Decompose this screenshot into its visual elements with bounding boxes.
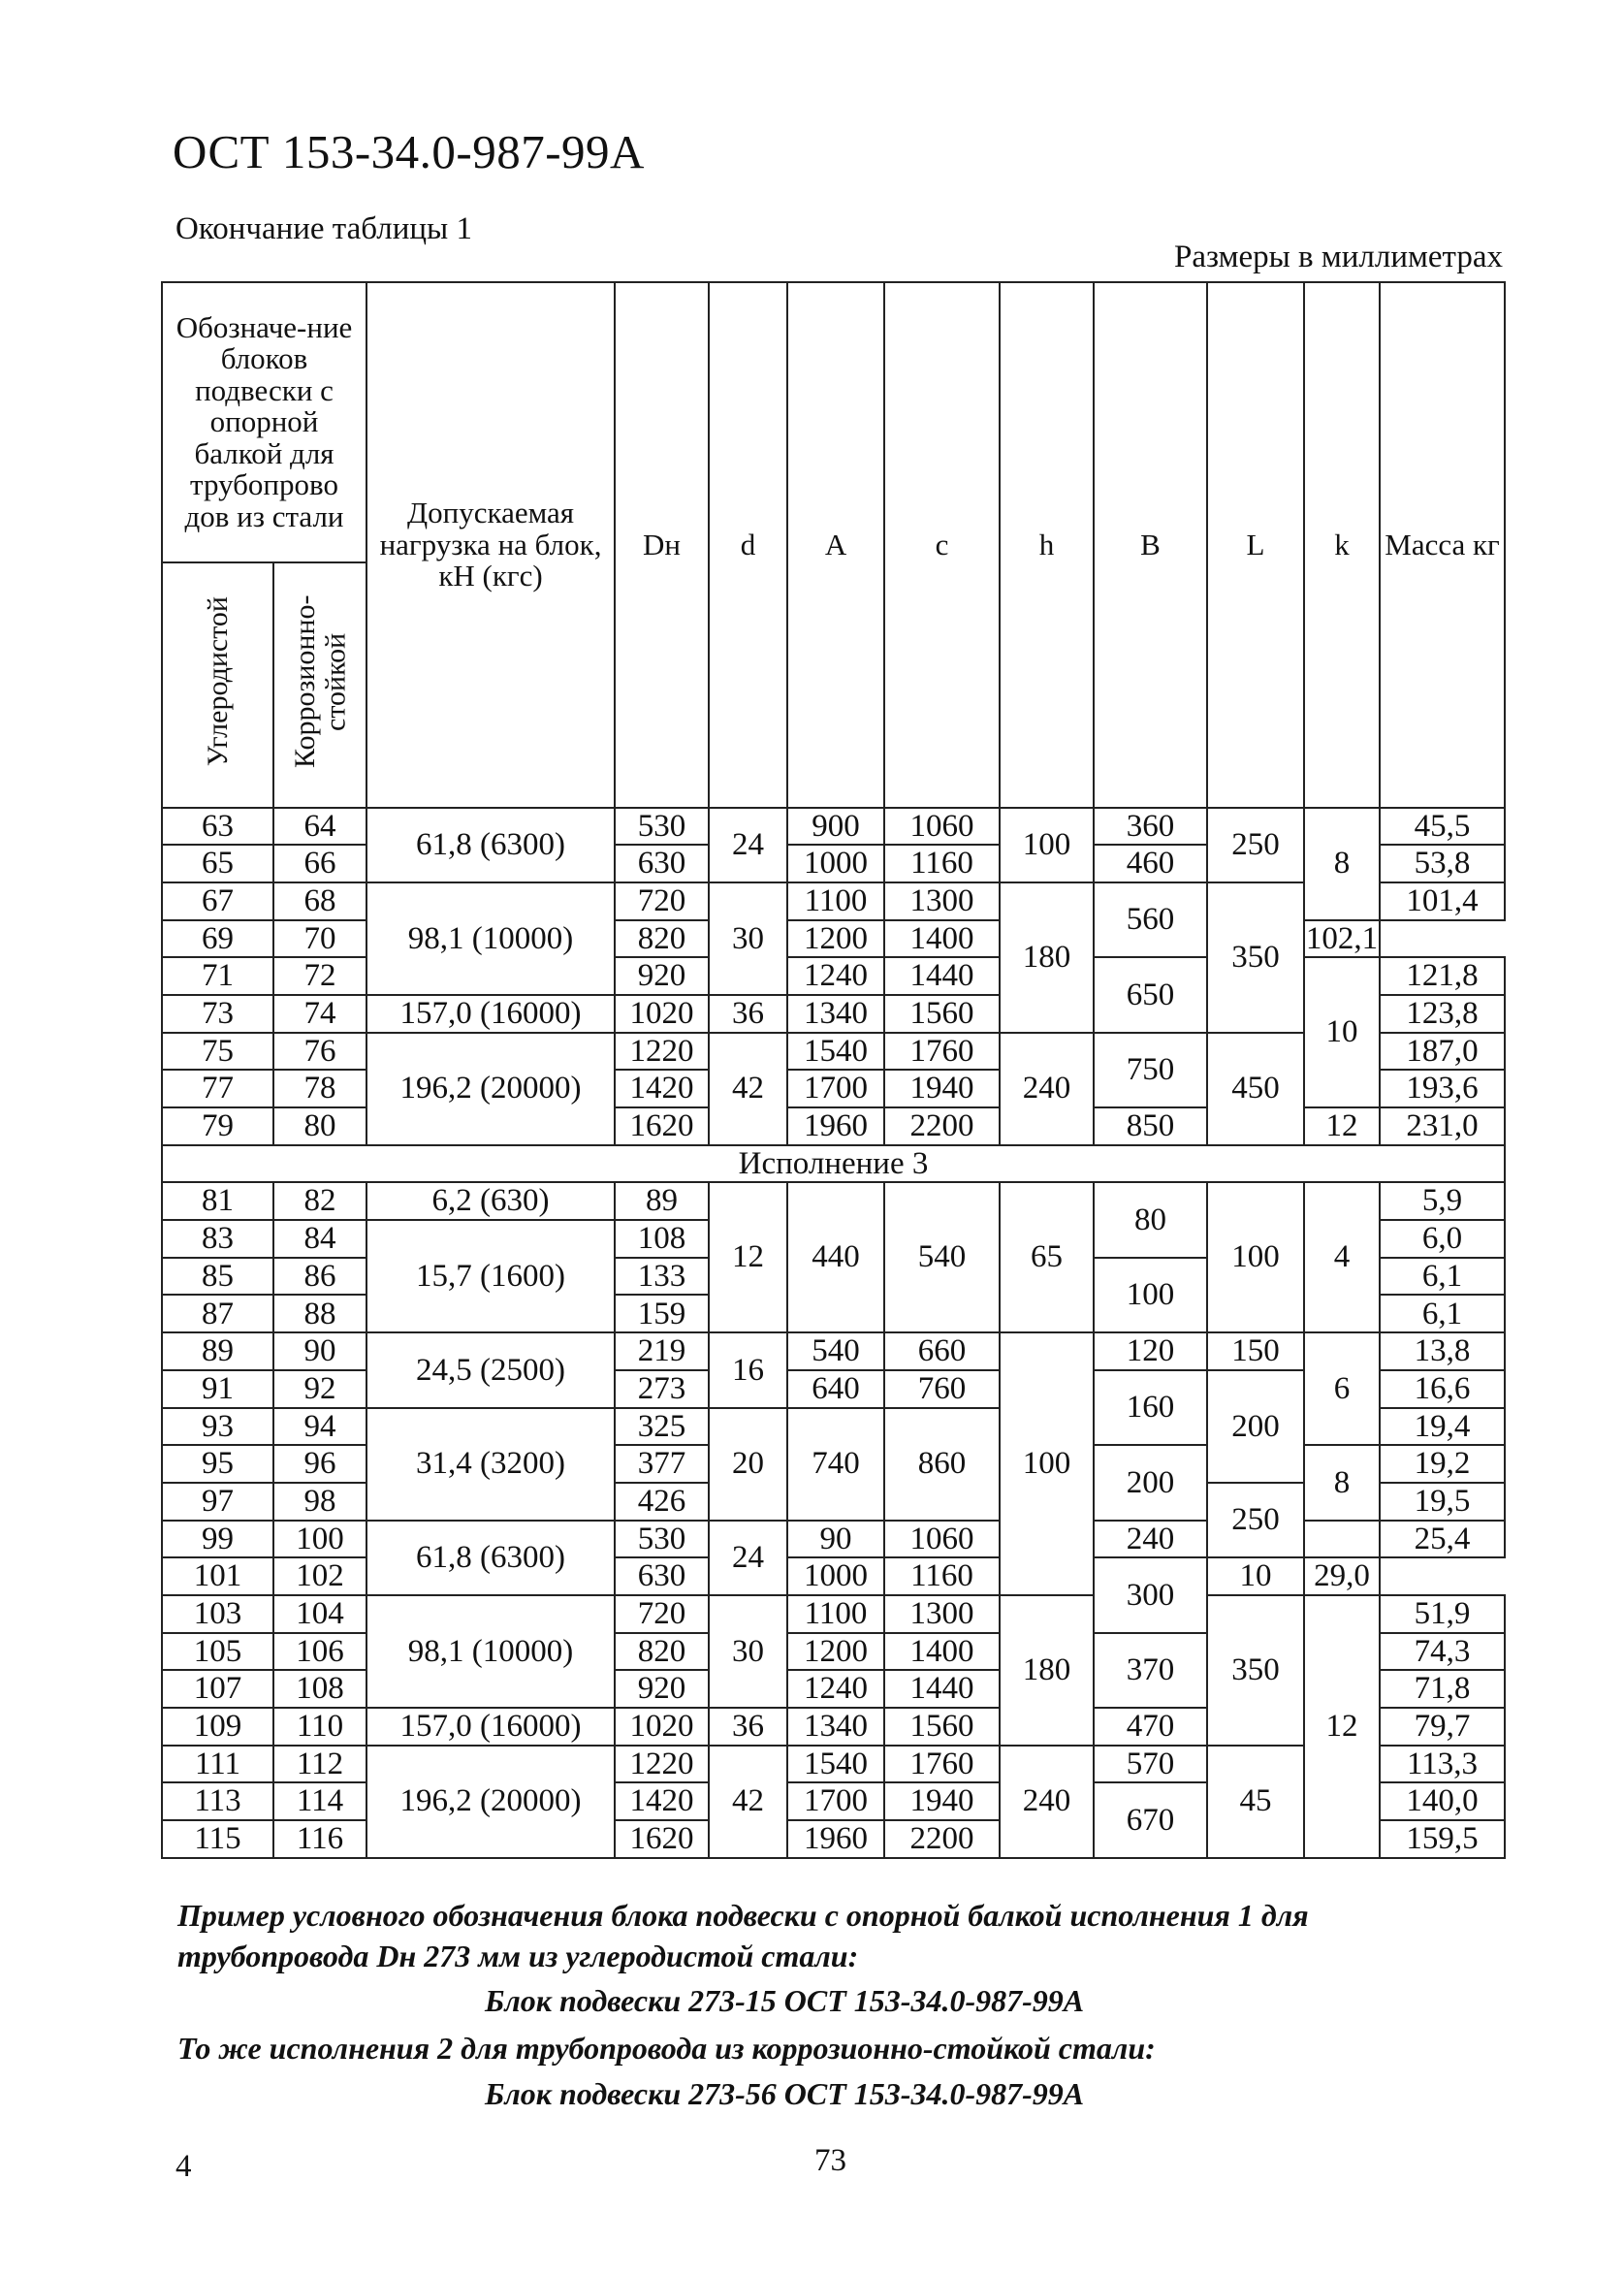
cell-stainless: 104 [273,1595,366,1633]
cell-stainless: 102 [273,1557,366,1595]
cell-h: 100 [1000,808,1094,882]
cell-mass: 102,1 [1305,920,1379,956]
cell-dn: 219 [615,1332,709,1370]
cell-load: 196,2 (20000) [366,1033,615,1145]
cell-b: 80 [1094,1182,1207,1257]
cell-c: 1060 [884,808,1000,846]
cell-stainless: 116 [273,1820,366,1858]
cell-stainless: 112 [273,1746,366,1783]
cell-dn: 1620 [615,1820,709,1858]
cell-c: 1300 [884,882,1000,920]
header-l: L [1207,282,1304,808]
cell-c: 1760 [884,1746,1000,1783]
cell-a: 1100 [787,882,884,920]
cell-load: 24,5 (2500) [366,1332,615,1407]
cell-dn: 273 [615,1370,709,1408]
cell-c: 1160 [884,1557,1000,1595]
cell-c: 1940 [884,1070,1000,1107]
cell-carbon: 63 [162,808,273,846]
cell-k: 12 [1304,1107,1380,1145]
cell-c: 1560 [884,995,1000,1033]
cell-b: 670 [1094,1782,1207,1857]
cell-load: 157,0 (16000) [366,995,615,1033]
page-number: 73 [814,2143,846,2178]
cell-b: 470 [1094,1708,1207,1746]
cell-a: 1540 [787,1033,884,1071]
cell-carbon: 109 [162,1708,273,1746]
cell-stainless: 94 [273,1408,366,1446]
cell-k: 10 [1207,1557,1304,1595]
cell-a: 1200 [787,920,884,958]
cell-mass: 16,6 [1380,1370,1505,1408]
table-row [162,1370,1505,1408]
cell-d: 30 [709,882,787,995]
cell-stainless: 68 [273,882,366,920]
cell-mass: 25,4 [1380,1521,1505,1558]
cell-b: 650 [1094,957,1207,1032]
cell-a: 1240 [787,957,884,995]
cell-b: 200 [1094,1445,1207,1520]
cell-l: 350 [1207,1595,1304,1746]
cell-mass: 13,8 [1380,1332,1505,1370]
cell-a: 1540 [787,1746,884,1783]
cell-d: 42 [709,1746,787,1858]
table-row [162,808,1505,846]
cell-load: 98,1 (10000) [366,1595,615,1708]
table-row [162,882,1505,920]
cell-a: 1100 [787,1595,884,1633]
cell-stainless: 86 [273,1258,366,1296]
header-designation: Обозначе-ние блоков подвески с опорной балкой для трубопрово дов из стали [162,282,366,562]
table-row [162,1746,1505,1783]
cell-dn: 108 [615,1220,709,1258]
cell-a: 90 [787,1521,884,1558]
cell-a: 1700 [787,1070,884,1107]
cell-load: 157,0 (16000) [366,1708,615,1746]
cell-c: 1400 [884,1633,1000,1671]
cell-mass: 121,8 [1380,957,1505,995]
cell-l: 100 [1207,1182,1304,1332]
cell-load: 98,1 (10000) [366,882,615,995]
cell-mass: 53,8 [1380,845,1505,882]
cell-carbon: 105 [162,1633,273,1671]
cell-a: 740 [787,1408,884,1521]
cell-dn: 720 [615,1595,709,1633]
cell-carbon: 103 [162,1595,273,1633]
cell-h: 100 [1000,1332,1094,1595]
cell-k: 6 [1304,1332,1380,1445]
cell-c: 2200 [884,1107,1000,1145]
cell-d: 16 [709,1332,787,1407]
cell-b: 120 [1094,1332,1207,1370]
cell-load: 6,2 (630) [366,1182,615,1220]
cell-b: 160 [1094,1370,1207,1445]
cell-l: 450 [1207,1033,1304,1145]
cell-carbon: 65 [162,845,273,882]
table-row [162,957,1505,995]
cell-b: 300 [1094,1557,1207,1632]
cell-dn: 1420 [615,1782,709,1820]
cell-carbon: 75 [162,1033,273,1071]
cell-c: 660 [884,1332,1000,1370]
units-note: Размеры в миллиметрах [1174,240,1503,274]
cell-stainless: 66 [273,845,366,882]
cell-dn: 630 [615,1557,709,1595]
cell-a: 440 [787,1182,884,1332]
cell-load: 61,8 (6300) [366,1521,615,1595]
cell-stainless: 88 [273,1295,366,1332]
cell-d: 42 [709,1033,787,1145]
cell-stainless: 106 [273,1633,366,1671]
cell-c: 1560 [884,1708,1000,1746]
header-a: A [787,282,884,808]
cell-b: 360 [1094,808,1207,846]
cell-h: 180 [1000,882,1094,1033]
cell-l: 350 [1207,882,1304,1033]
cell-carbon: 87 [162,1295,273,1332]
cell-carbon: 107 [162,1670,273,1708]
cell-dn: 377 [615,1445,709,1483]
cell-l: 250 [1207,1483,1304,1557]
cell-d: 12 [709,1182,787,1332]
header-k: k [1304,282,1380,808]
cell-carbon: 99 [162,1521,273,1558]
cell-carbon: 93 [162,1408,273,1446]
cell-mass: 6,1 [1380,1295,1505,1332]
cell-carbon: 101 [162,1557,273,1595]
cell-stainless: 76 [273,1033,366,1071]
header-h: h [1000,282,1094,808]
example-1-designation: Блок подвески 273-15 ОСТ 153-34.0-987-99А [485,1983,1085,2018]
cell-c: 1760 [884,1033,1000,1071]
cell-carbon: 67 [162,882,273,920]
cell-mass: 19,4 [1380,1408,1505,1446]
cell-a: 900 [787,808,884,846]
example-2-text: То же исполнения 2 для трубопровода из коррозионно-стойкой стали: [177,2031,1156,2066]
example-1-text-continued: трубопровода Dн 273 мм из углеродистой стали: [177,1939,859,1973]
cell-stainless: 72 [273,957,366,995]
table-body [162,808,1505,1858]
cell-mass: 45,5 [1380,808,1505,846]
document-code: ОСТ 153-34.0-987-99А [173,125,645,178]
cell-d: 30 [709,1595,787,1708]
cell-dn: 720 [615,882,709,920]
header-c: c [884,282,1000,808]
cell-stainless: 74 [273,995,366,1033]
header-stainless-label: Коррозионно-стойкой [288,594,351,769]
cell-carbon: 113 [162,1782,273,1820]
table-row [162,1595,1505,1633]
cell-c: 760 [884,1370,1000,1408]
cell-stainless: 108 [273,1670,366,1708]
cell-stainless: 92 [273,1370,366,1408]
cell-h: 180 [1000,1595,1094,1746]
cell-b: 570 [1094,1746,1207,1783]
cell-carbon: 71 [162,957,273,995]
cell-k [1304,1521,1380,1558]
table-header [162,282,1505,808]
cell-load: 196,2 (20000) [366,1746,615,1858]
cell-k: 12 [1304,1595,1380,1858]
cell-mass: 140,0 [1380,1782,1505,1820]
cell-b: 100 [1094,1258,1207,1332]
cell-carbon: 77 [162,1070,273,1107]
cell-mass: 101,4 [1380,882,1505,920]
cell-carbon: 79 [162,1107,273,1145]
cell-mass: 19,5 [1380,1483,1505,1521]
cell-mass: 29,0 [1304,1557,1380,1595]
cell-mass: 79,7 [1380,1708,1505,1746]
cell-l: 45 [1207,1746,1304,1858]
cell-load: 15,7 (1600) [366,1220,615,1332]
cell-c: 1160 [884,845,1000,882]
cell-a: 1340 [787,1708,884,1746]
cell-k: 10 [1304,957,1380,1107]
header-d: d [709,282,787,808]
cell-dn: 1020 [615,995,709,1033]
cell-carbon: 81 [162,1182,273,1220]
cell-h: 240 [1000,1033,1094,1145]
cell-mass: 159,5 [1380,1820,1505,1858]
cell-c: 1940 [884,1782,1000,1820]
cell-h: 65 [1000,1182,1094,1332]
header-dn: Dн [615,282,709,808]
cell-a: 1200 [787,1633,884,1671]
cell-a: 540 [787,1332,884,1370]
cell-stainless: 110 [273,1708,366,1746]
header-carbon-label: Углеродистой [201,596,234,767]
cell-carbon: 69 [162,920,273,958]
cell-carbon: 89 [162,1332,273,1370]
cell-a: 640 [787,1370,884,1408]
cell-dn: 325 [615,1408,709,1446]
cell-c: 1440 [884,1670,1000,1708]
cell-carbon: 83 [162,1220,273,1258]
cell-d: 20 [709,1408,787,1521]
cell-b: 850 [1094,1107,1207,1145]
cell-dn: 820 [615,920,709,958]
cell-l: 150 [1207,1332,1304,1370]
cell-mass: 187,0 [1380,1033,1505,1071]
cell-stainless: 90 [273,1332,366,1370]
cell-stainless: 80 [273,1107,366,1145]
cell-k: 4 [1304,1182,1380,1332]
cell-c: 1300 [884,1595,1000,1633]
cell-d: 36 [709,1708,787,1746]
table-row [162,920,1505,958]
cell-mass: 231,0 [1380,1107,1505,1145]
cell-dn: 820 [615,1633,709,1671]
cell-l: 250 [1207,808,1304,882]
cell-mass: 123,8 [1380,995,1505,1033]
cell-b: 240 [1094,1521,1207,1558]
cell-dn: 159 [615,1295,709,1332]
cell-a: 1000 [787,1557,884,1595]
cell-a: 1340 [787,995,884,1033]
cell-dn: 530 [615,1521,709,1558]
cell-c: 860 [884,1408,1000,1521]
cell-stainless: 78 [273,1070,366,1107]
table-row [162,1332,1505,1370]
cell-l: 200 [1207,1370,1304,1483]
cell-a: 1960 [787,1820,884,1858]
cell-dn: 1220 [615,1746,709,1783]
cell-d: 24 [709,1521,787,1595]
cell-a: 1700 [787,1782,884,1820]
table-row [162,1182,1505,1220]
cell-dn: 1020 [615,1708,709,1746]
cell-h: 240 [1000,1746,1094,1858]
cell-d: 24 [709,808,787,882]
page-marker-left: 4 [175,2149,192,2184]
cell-a: 1240 [787,1670,884,1708]
table-caption: Окончание таблицы 1 [175,211,472,246]
cell-stainless: 114 [273,1782,366,1820]
cell-stainless: 64 [273,808,366,846]
cell-carbon: 73 [162,995,273,1033]
table-row [162,1557,1505,1595]
cell-b: 460 [1094,845,1207,882]
cell-mass: 5,9 [1380,1182,1505,1220]
cell-mass: 74,3 [1380,1633,1505,1671]
cell-carbon: 115 [162,1820,273,1858]
section-title: Исполнение 3 [162,1145,1505,1183]
cell-stainless: 82 [273,1182,366,1220]
cell-mass: 71,8 [1380,1670,1505,1708]
header-b: B [1094,282,1207,808]
cell-dn: 530 [615,808,709,846]
cell-mass: 51,9 [1380,1595,1505,1633]
cell-dn: 1220 [615,1033,709,1071]
header-carbon-steel [162,562,273,808]
cell-c: 1440 [884,957,1000,995]
section-row [162,1145,1505,1183]
cell-dn: 920 [615,1670,709,1708]
cell-carbon: 91 [162,1370,273,1408]
cell-carbon: 111 [162,1746,273,1783]
cell-dn: 1420 [615,1070,709,1107]
cell-k: 8 [1304,808,1380,920]
cell-mass: 6,1 [1380,1258,1505,1296]
cell-stainless: 100 [273,1521,366,1558]
specification-table [161,281,1506,1859]
cell-b: 560 [1094,882,1207,957]
table-row [162,1033,1505,1071]
cell-c: 1400 [884,920,1000,958]
cell-stainless: 98 [273,1483,366,1521]
cell-stainless: 84 [273,1220,366,1258]
cell-dn: 133 [615,1258,709,1296]
table-row [162,1521,1505,1558]
cell-c: 540 [884,1182,1000,1332]
cell-dn: 426 [615,1483,709,1521]
cell-mass: 6,0 [1380,1220,1505,1258]
cell-stainless: 96 [273,1445,366,1483]
cell-d: 36 [709,995,787,1033]
cell-carbon: 85 [162,1258,273,1296]
cell-load: 61,8 (6300) [366,808,615,882]
cell-load: 31,4 (3200) [366,1408,615,1521]
cell-stainless: 70 [273,920,366,958]
cell-b: 370 [1094,1633,1207,1708]
cell-mass: 113,3 [1380,1746,1505,1783]
example-1-text: Пример условного обозначения блока подвески с опорной балкой исполнения 1 для [177,1898,1309,1933]
cell-c: 1060 [884,1521,1000,1558]
cell-k: 8 [1304,1445,1380,1520]
cell-mass: 19,2 [1380,1445,1505,1483]
cell-c: 2200 [884,1820,1000,1858]
example-2-designation: Блок подвески 273-56 ОСТ 153-34.0-987-99А [485,2076,1085,2111]
cell-dn: 89 [615,1182,709,1220]
cell-carbon: 95 [162,1445,273,1483]
cell-a: 1960 [787,1107,884,1145]
header-mass: Масса кг [1380,282,1505,808]
table-row [162,1107,1505,1145]
cell-mass: 193,6 [1380,1070,1505,1107]
header-stainless-steel [273,562,366,808]
cell-dn: 1620 [615,1107,709,1145]
cell-dn: 920 [615,957,709,995]
cell-b: 750 [1094,1033,1207,1107]
cell-carbon: 97 [162,1483,273,1521]
header-load: Допускаемая нагрузка на блок, кН (кгс) [366,282,615,808]
cell-dn: 630 [615,845,709,882]
cell-a: 1000 [787,845,884,882]
